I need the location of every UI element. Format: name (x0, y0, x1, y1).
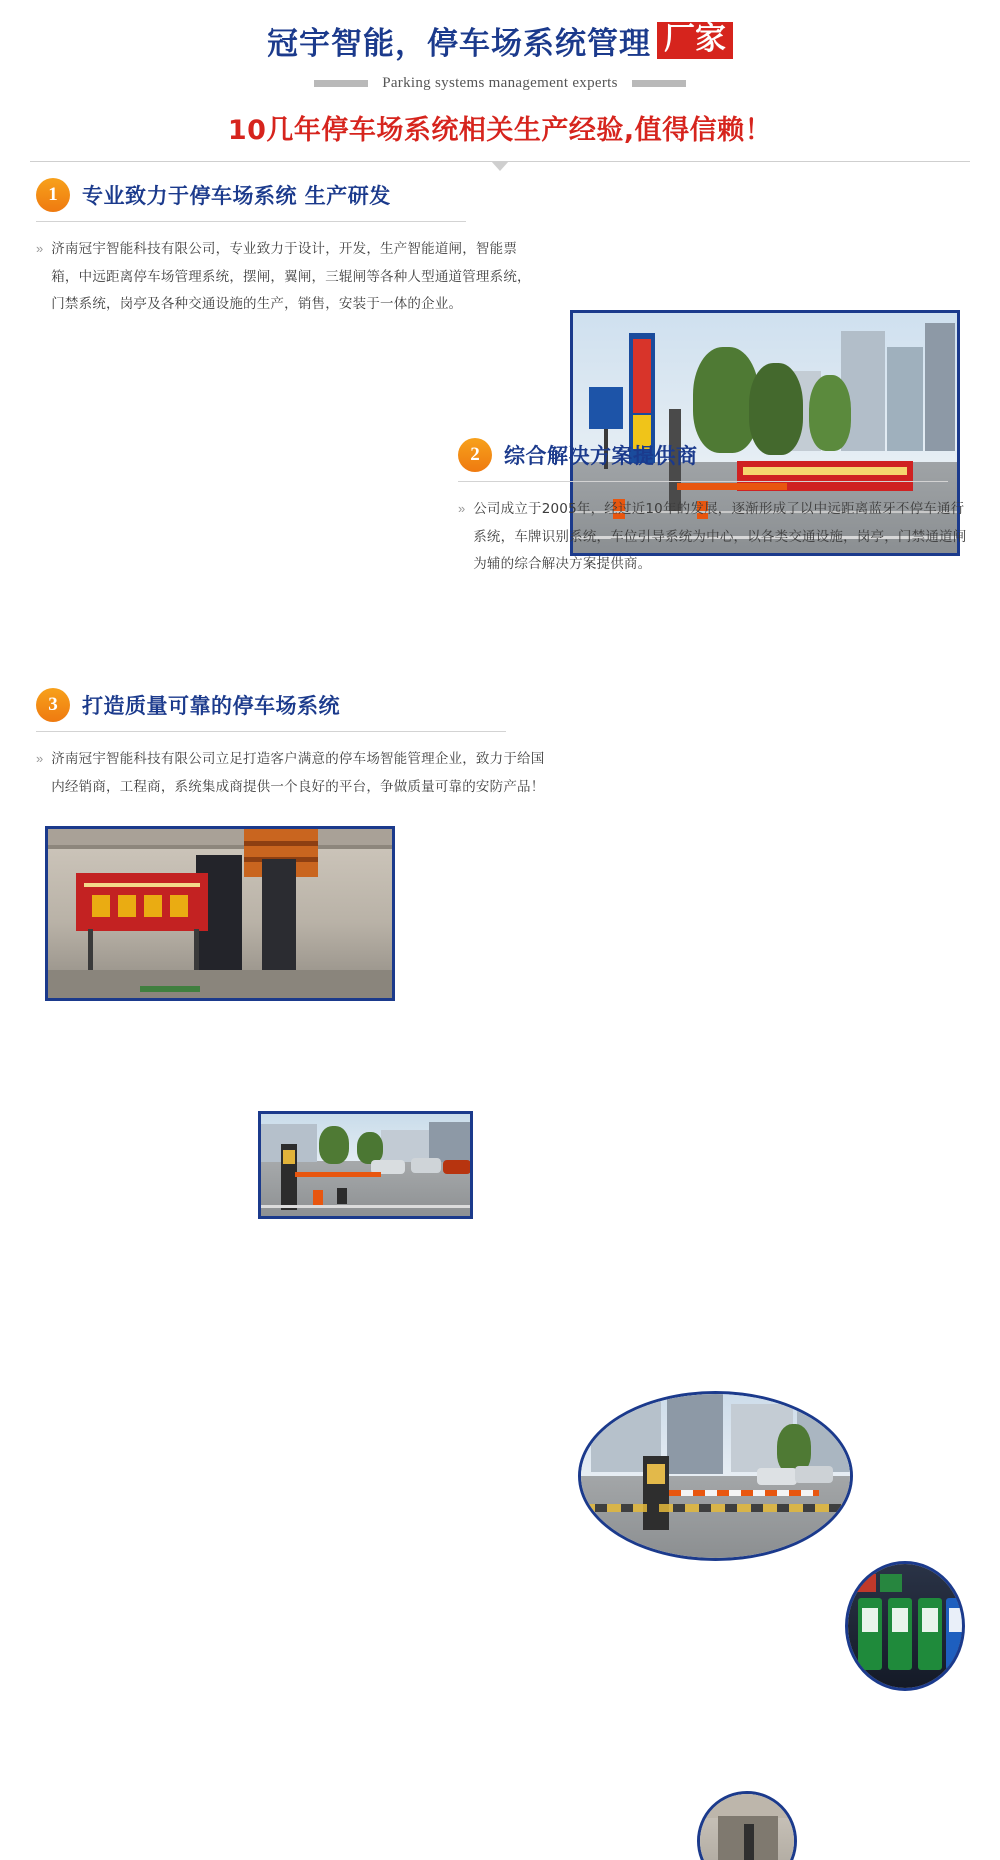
bullet-icon: » (458, 501, 466, 516)
page-title: 冠宇智能，停车场系统管理 (267, 26, 651, 62)
section-3-number: 3 (36, 688, 70, 722)
manufacturer-badge: 厂家 (657, 22, 733, 59)
header-divider (30, 161, 970, 162)
section-1-underline (36, 221, 466, 222)
header-tagline: 10几年停车场系统相关生产经验,值得信赖！ (227, 115, 773, 146)
dash-right-decoration (632, 80, 686, 87)
factory-workshop-barrier-photo (45, 826, 395, 1001)
header-subtitle-row (0, 75, 1000, 92)
section-3 (36, 688, 548, 801)
section-1-body (36, 236, 536, 319)
section-2-body (458, 496, 970, 579)
section-3-body (36, 746, 548, 801)
bullet-icon: » (36, 241, 44, 256)
section-3-underline (36, 731, 506, 732)
page-header (0, 0, 1000, 162)
dash-left-decoration (314, 80, 368, 87)
section-1 (36, 178, 536, 319)
section-2 (458, 438, 970, 579)
section-1-title: 专业致力于停车场系统 生产研发 (82, 184, 391, 208)
indoor-garage-photo (697, 1791, 797, 1860)
section-2-title: 综合解决方案提供商 (504, 444, 698, 468)
section-2-text: 公司成立于2005年，经过近10年的发展，逐渐形成了以中远距离蓝牙不停车通行系统，车牌识别系统，车位引导系统为中心，以各类交通设施，岗亭，门禁通道闸为辅的综合解决方案提供商。 (473, 501, 967, 573)
section-3-title: 打造质量可靠的停车场系统 (82, 694, 340, 718)
section-2-header (458, 438, 970, 472)
parking-guidance-sign-photo (845, 1561, 965, 1691)
street-parking-barrier-photo (578, 1391, 853, 1561)
section-1-text: 济南冠宇智能科技有限公司，专业致力于设计，开发，生产智能道闸，智能票箱，中远距离停车场管理系统，摆闸，翼闸，三辊闸等各种人型通道管理系统，门禁系统，岗亭及各种交通设施的生产，销售，安装于一体的企业。 (51, 241, 531, 313)
parking-lot-gate-photo (258, 1111, 473, 1219)
header-title-row (0, 18, 1000, 63)
subtitle-english: Parking systems management experts (382, 75, 618, 91)
section-3-text: 济南冠宇智能科技有限公司立足打造客户满意的停车场智能管理企业，致力于给国内经销商，工程商，系统集成商提供一个良好的平台，争做质量可靠的安防产品！ (51, 751, 545, 795)
section-1-number: 1 (36, 178, 70, 212)
section-2-underline (458, 481, 948, 482)
bullet-icon: » (36, 751, 44, 766)
section-3-header (36, 688, 548, 722)
section-1-header (36, 178, 536, 212)
section-2-number: 2 (458, 438, 492, 472)
